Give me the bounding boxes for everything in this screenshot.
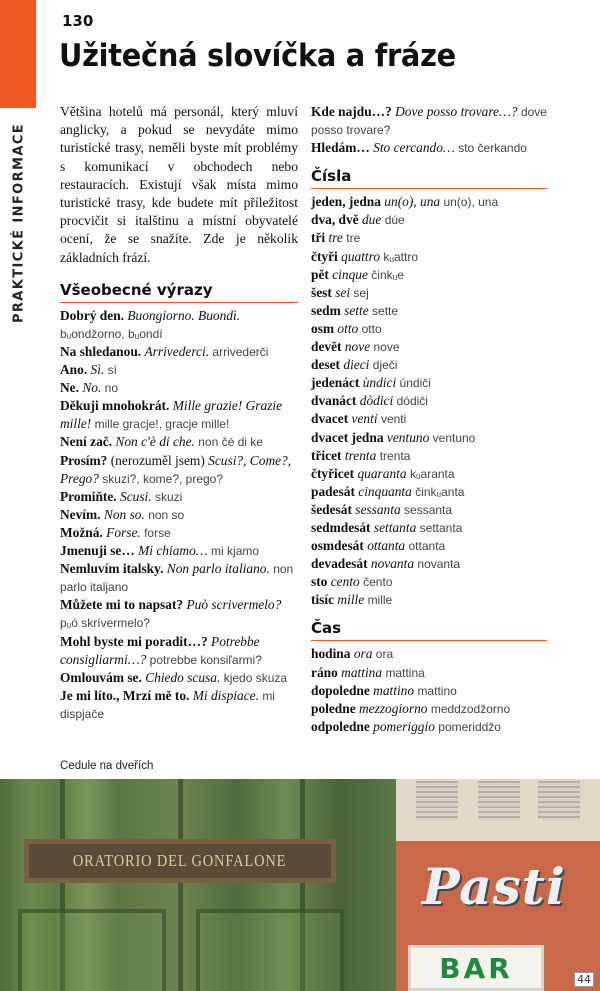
- italian-phrase: Forse.: [106, 524, 141, 540]
- czech-phrase: ráno: [311, 664, 338, 680]
- pronunciation: skuzi: [155, 489, 183, 504]
- czech-phrase: jedenáct: [311, 375, 360, 391]
- phrase-entry: [60, 596, 298, 632]
- italian-phrase: due: [361, 212, 382, 228]
- italian-phrase: novanta: [370, 556, 415, 572]
- pronunciation: činkᵤe: [371, 267, 404, 282]
- pronunciation: novanta: [417, 557, 461, 572]
- pronunciation: sto čerkando: [458, 141, 527, 156]
- czech-phrase: dvacet: [311, 411, 349, 427]
- czech-phrase: sedmdesát: [311, 519, 371, 535]
- czech-phrase: padesát: [311, 483, 355, 499]
- italian-phrase: Sto cercando…: [373, 140, 455, 156]
- italian-phrase: ventuno: [386, 429, 430, 445]
- czech-phrase: osm: [311, 320, 335, 336]
- phrase-entry: [60, 687, 298, 723]
- phrase-entry: [311, 103, 547, 139]
- czech-phrase: devadesát: [311, 556, 368, 572]
- phrase-entry: [60, 397, 298, 433]
- pronunciation: úndiči: [399, 376, 431, 391]
- pronunciation: dove posso trovare?: [311, 105, 547, 138]
- italian-phrase: un(o), una: [384, 194, 441, 210]
- pronunciation: kjedo skuza: [223, 670, 288, 685]
- column-left: [60, 103, 298, 723]
- phrase-entry: [60, 633, 298, 669]
- czech-phrase: Prosím?: [60, 452, 108, 468]
- pronunciation: trenta: [379, 448, 411, 463]
- pronunciation: mille: [367, 593, 393, 608]
- italian-phrase: pomeriggio: [373, 718, 435, 734]
- phrase-entry: [311, 700, 547, 718]
- pronunciation: dječi: [372, 358, 398, 373]
- italian-phrase: quaranta: [357, 465, 407, 481]
- phrase-entry: [311, 718, 547, 736]
- orange-tab: [0, 0, 36, 108]
- italian-phrase: dòdici: [359, 393, 394, 409]
- czech-phrase: hodina: [311, 646, 351, 662]
- italian-phrase: Arrivederci.: [144, 344, 210, 360]
- czech-phrase: tisíc: [311, 592, 335, 608]
- pronunciation: sí: [107, 363, 117, 378]
- italian-phrase: Mille grazie! Grazie mille!: [60, 398, 283, 432]
- phrase-entry: [311, 410, 547, 428]
- italian-phrase: tre: [328, 230, 343, 246]
- pronunciation: pomeriddžo: [438, 719, 501, 734]
- pronunciation: no: [104, 381, 119, 396]
- phrase-entry: [311, 682, 547, 700]
- pronunciation: ottanta: [408, 539, 446, 554]
- pronunciation: forse: [144, 525, 171, 540]
- phrase-entry: [311, 447, 547, 465]
- phrase-entry: [311, 284, 547, 302]
- italian-phrase: mezzogiorno: [359, 700, 428, 716]
- general-phrases-list: [60, 307, 298, 723]
- pronunciation: non parlo italjano: [60, 562, 294, 595]
- czech-phrase: Na shledanou.: [60, 344, 142, 360]
- phrase-note: (nerozuměl jsem): [110, 452, 205, 468]
- pronunciation: sessanta: [404, 502, 453, 517]
- czech-phrase: Možná.: [60, 524, 103, 540]
- pronunciation: arrivederči: [212, 345, 269, 360]
- phrase-entry: [311, 302, 547, 320]
- pronunciation: venti: [380, 412, 407, 427]
- pronunciation: dúe: [384, 213, 405, 228]
- czech-phrase: Promiňte.: [60, 488, 117, 504]
- pronunciation: tre: [346, 231, 361, 246]
- italian-phrase: Dove posso trovare…?: [395, 104, 518, 119]
- italian-phrase: Sì.: [90, 362, 105, 378]
- pronunciation: pᵤó skrívermelo?: [60, 616, 150, 631]
- phrase-entry: [311, 248, 547, 266]
- phrase-entry: [311, 573, 547, 591]
- czech-phrase: osmdesát: [311, 538, 364, 554]
- italian-phrase: Chiedo scusa.: [145, 669, 221, 685]
- czech-phrase: dopoledne: [311, 682, 370, 698]
- pronunciation: otto: [361, 321, 382, 336]
- photo-number-badge: 44: [574, 972, 594, 987]
- intro-paragraph: Většina hotelů má personál, který mluví anglicky, a pokud se nevydáte mimo turistické trasy, neměli byste mít problémy s komunikací v obchodech nebo restauracích. Existují však místa mimo turistické trasy, kde budete mít příležitost procvičit si italštinu a místní obyvatelé ocení, že se snažíte. Zde je několik základních frází.: [60, 104, 298, 265]
- czech-phrase: sto: [311, 574, 328, 590]
- pronunciation: mi kjamo: [211, 544, 260, 559]
- czech-phrase: dvanáct: [311, 393, 357, 409]
- italian-phrase: sette: [344, 302, 369, 318]
- pronunciation: dódiči: [396, 394, 428, 409]
- phrase-entry: [60, 542, 298, 560]
- pronunciation: kᵤaranta: [409, 466, 455, 481]
- pronunciation: mille gracje!, gracje mille!: [94, 417, 230, 432]
- italian-phrase: sessanta: [355, 501, 401, 517]
- pronunciation: meddzodžorno: [430, 701, 511, 716]
- phrase-entry: [311, 645, 547, 663]
- czech-phrase: Je mi líto., Mrzí mě to.: [60, 687, 190, 703]
- italian-phrase: Non c'è di che.: [115, 434, 195, 450]
- phrase-entry: [311, 392, 547, 410]
- phrase-entry: [311, 229, 547, 247]
- czech-phrase: Nemluvím italsky.: [60, 561, 164, 577]
- italian-phrase: Mi chiamo…: [138, 543, 208, 559]
- phrase-entry: [60, 361, 298, 379]
- czech-phrase: deset: [311, 357, 341, 373]
- czech-phrase: Kde najdu…?: [311, 104, 392, 119]
- italian-phrase: ora: [353, 646, 373, 662]
- column-right: [311, 103, 547, 736]
- pronunciation: bᵤondžorno, bᵤondí: [60, 326, 163, 341]
- italian-phrase: Non so.: [103, 506, 145, 522]
- pronunciation: ora: [375, 647, 394, 662]
- page-title: Užitečná slovíčka a fráze: [59, 38, 456, 74]
- pronunciation: mattino: [417, 683, 457, 698]
- italian-phrase: mille: [337, 592, 365, 608]
- phrase-entry: [311, 193, 547, 211]
- phrase-entry: [311, 320, 547, 338]
- phrase-entry: [311, 664, 547, 682]
- phrase-entry: [60, 506, 298, 524]
- italian-phrase: settanta: [373, 519, 417, 535]
- czech-phrase: šedesát: [311, 501, 352, 517]
- czech-phrase: Jmenuji se…: [60, 543, 135, 559]
- phrase-entry: [311, 139, 547, 157]
- czech-phrase: Hledám…: [311, 140, 370, 156]
- section-side-label: PRAKTICKÉ INFORMACE: [11, 122, 27, 324]
- czech-phrase: poledne: [311, 700, 356, 716]
- photo-caption: Cedule na dveřích: [60, 760, 154, 772]
- pronunciation: čento: [363, 575, 393, 590]
- pronunciation: činkᵤanta: [415, 484, 465, 499]
- pronunciation: potrebbe konsiľarmi?: [149, 652, 262, 667]
- heading-general: Všeobecné výrazy: [60, 281, 298, 303]
- phrase-entry: [60, 452, 298, 488]
- photo-strip: [0, 779, 600, 991]
- czech-phrase: Není zač.: [60, 434, 113, 450]
- czech-phrase: šest: [311, 284, 332, 300]
- shop-photo: [396, 779, 600, 991]
- pronunciation: ventuno: [432, 430, 476, 445]
- czech-phrase: dvacet jedna: [311, 429, 384, 445]
- italian-phrase: Scusi.: [120, 488, 152, 504]
- czech-phrase: tři: [311, 230, 326, 246]
- bar-sign: BAR: [408, 945, 544, 991]
- heading-time: Čas: [311, 619, 547, 641]
- italian-phrase: otto: [337, 320, 359, 336]
- phrase-entry: [60, 669, 298, 687]
- phrase-entry: [311, 591, 547, 609]
- czech-phrase: pět: [311, 266, 329, 282]
- czech-phrase: devět: [311, 339, 342, 355]
- door-photo: [0, 779, 396, 991]
- pronunciation: sej: [353, 285, 369, 300]
- italian-phrase: No.: [82, 380, 102, 396]
- phrase-entry: [311, 465, 547, 483]
- italian-phrase: Non parlo italiano.: [166, 561, 270, 577]
- phrase-entry: [311, 356, 547, 374]
- italian-phrase: sei: [335, 284, 351, 300]
- phrase-entry: [311, 374, 547, 392]
- pronunciation: mi dispjače: [60, 688, 275, 721]
- phrase-entry: [311, 483, 547, 501]
- italian-phrase: trenta: [344, 447, 377, 463]
- phrase-entry: [311, 501, 547, 519]
- czech-phrase: Ano.: [60, 362, 88, 378]
- phrase-entry: [60, 343, 298, 361]
- italian-phrase: venti: [351, 411, 378, 427]
- italian-phrase: nove: [344, 339, 371, 355]
- phrase-entry: [311, 266, 547, 284]
- italian-phrase: ottanta: [367, 538, 406, 554]
- pasti-sign: Pasti: [422, 857, 566, 916]
- phrase-entry: [60, 379, 298, 397]
- italian-phrase: ùndici: [362, 375, 397, 391]
- czech-phrase: Dobrý den.: [60, 307, 124, 323]
- time-list: [311, 645, 547, 735]
- pronunciation: kᵤattro: [383, 249, 419, 264]
- italian-phrase: Mi dispiace.: [192, 687, 259, 703]
- czech-phrase: sedm: [311, 302, 341, 318]
- italian-phrase: dieci: [343, 357, 370, 373]
- pronunciation: skuzi?, kome?, prego?: [102, 471, 224, 486]
- question-phrases-list: [311, 103, 547, 157]
- pronunciation: un(o), una: [443, 195, 499, 210]
- italian-phrase: mattina: [341, 664, 383, 680]
- numbers-list: [311, 193, 547, 609]
- czech-phrase: Mohl byste mi poradit…?: [60, 633, 208, 649]
- czech-phrase: odpoledne: [311, 718, 370, 734]
- czech-phrase: Ne.: [60, 380, 79, 396]
- heading-numbers: Čísla: [311, 167, 547, 189]
- pronunciation: settanta: [419, 520, 463, 535]
- pronunciation: sette: [372, 303, 399, 318]
- phrase-entry: [60, 560, 298, 596]
- italian-phrase: cinque: [332, 266, 368, 282]
- phrase-entry: [60, 307, 298, 343]
- italian-phrase: Potrebbe consigliarmi…?: [60, 633, 260, 667]
- door-sign: ORATORIO DEL GONFALONE: [24, 839, 336, 883]
- phrase-entry: [311, 338, 547, 356]
- czech-phrase: jeden, jedna: [311, 194, 381, 210]
- czech-phrase: čtyřicet: [311, 465, 355, 481]
- phrase-entry: [311, 519, 547, 537]
- phrase-entry: [311, 537, 547, 555]
- czech-phrase: dva, dvě: [311, 212, 359, 228]
- italian-phrase: cinquanta: [358, 483, 412, 499]
- czech-phrase: Můžete mi to napsat?: [60, 597, 184, 613]
- pronunciation: non so: [148, 507, 185, 522]
- italian-phrase: cento: [330, 574, 360, 590]
- pronunciation: nove: [373, 340, 400, 355]
- czech-phrase: Omlouvám se.: [60, 669, 142, 685]
- pronunciation: non čé di ke: [198, 435, 263, 450]
- pronunciation: mattina: [385, 665, 425, 680]
- italian-phrase: quattro: [341, 248, 381, 264]
- czech-phrase: čtyři: [311, 248, 338, 264]
- czech-phrase: Nevím.: [60, 506, 101, 522]
- czech-phrase: Děkuji mnohokrát.: [60, 398, 170, 414]
- phrase-entry: [60, 524, 298, 542]
- italian-phrase: Scusi?, Come?, Prego?: [60, 452, 292, 486]
- phrase-entry: [60, 433, 298, 451]
- phrase-entry: [311, 555, 547, 573]
- italian-phrase: Può scrivermelo?: [186, 597, 282, 613]
- czech-phrase: třicet: [311, 447, 342, 463]
- italian-phrase: mattino: [373, 682, 415, 698]
- phrase-entry: [60, 488, 298, 506]
- italian-phrase: Buongiorno. Buondì.: [127, 307, 241, 323]
- page-number: 130: [62, 12, 94, 30]
- phrase-entry: [311, 429, 547, 447]
- phrase-entry: [311, 211, 547, 229]
